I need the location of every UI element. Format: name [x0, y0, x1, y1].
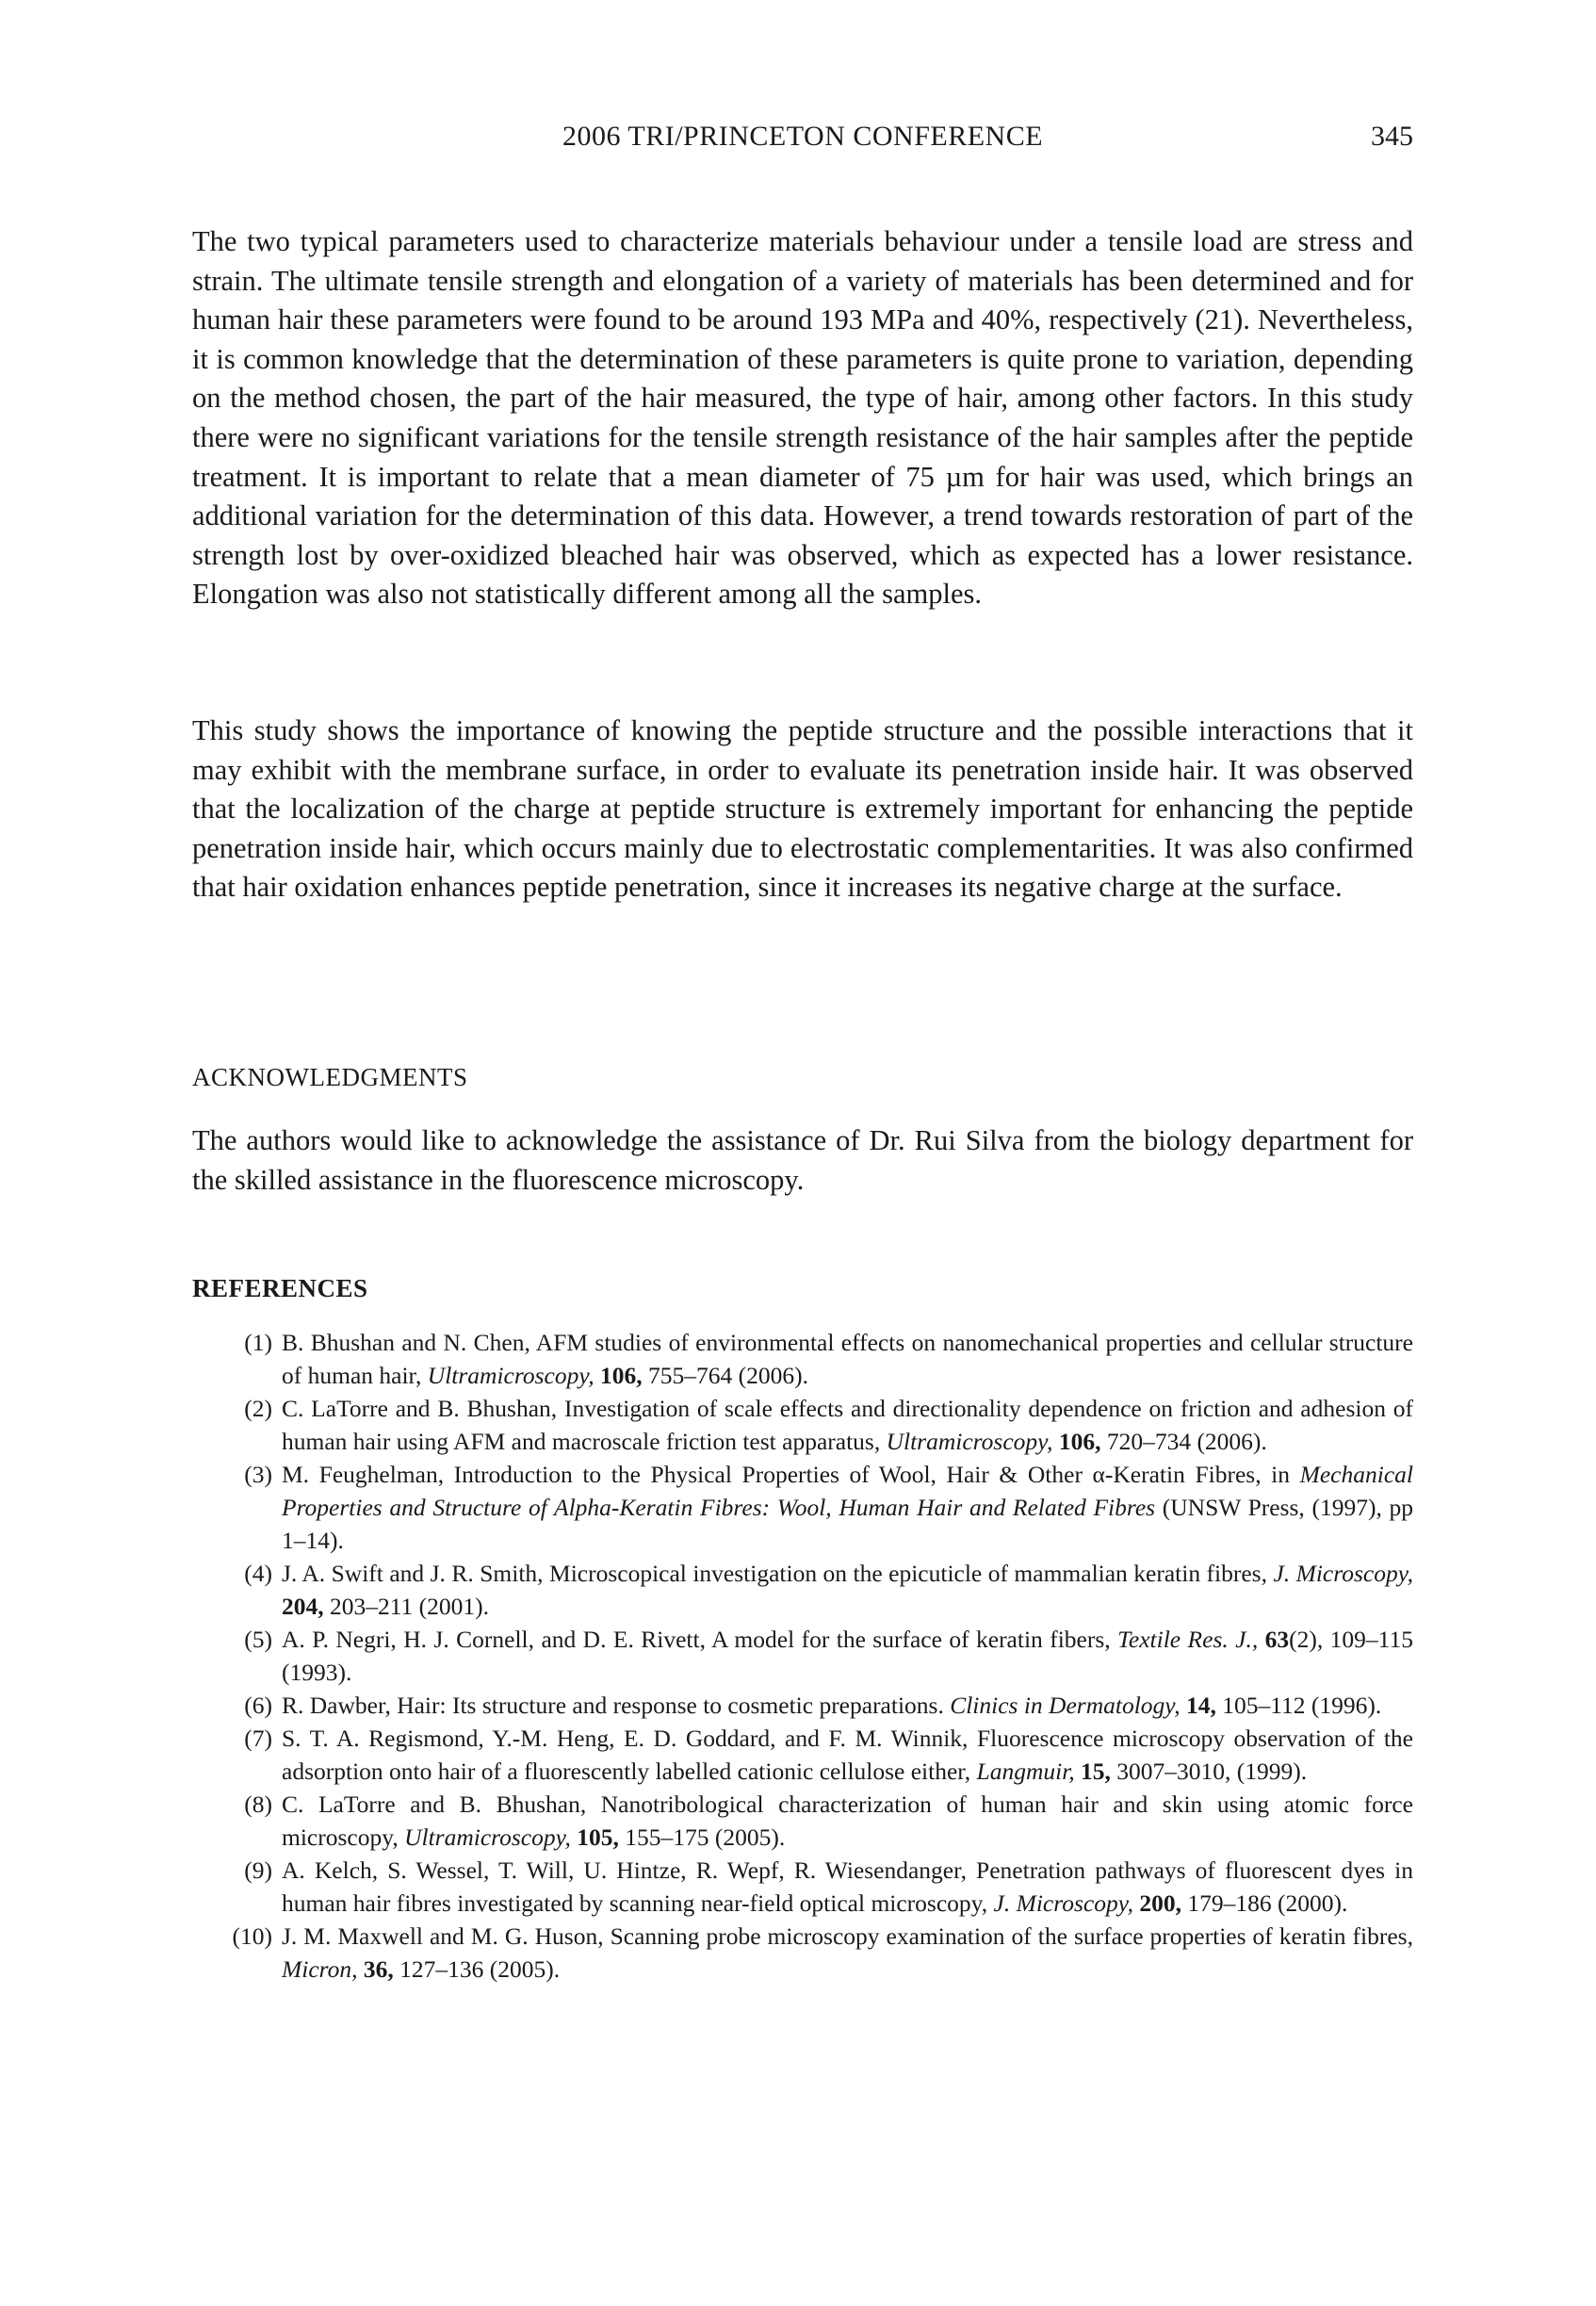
reference-text: M. Feughelman, Introduction to the Physical Properties of Wool, Hair & Other α-Keratin Fibres, in [282, 1461, 1300, 1488]
reference-volume: 105, [577, 1824, 619, 1851]
reference-text: C. LaTorre and B. Bhushan, Investigation of scale effects and directionality dependence on friction and adhesion of human hair using AFM and macroscale friction test apparatus, [282, 1395, 1413, 1455]
running-header [192, 121, 1413, 158]
reference-number: (3) [244, 1461, 272, 1488]
reference-number: (10) [232, 1922, 272, 1950]
reference-number: (5) [244, 1626, 272, 1653]
reference-number: (6) [244, 1692, 272, 1719]
acknowledgments-text: The authors would like to acknowledge the assistance of Dr. Rui Silva from the biology department for the skilled assistance in the fluorescence microscopy. [192, 1124, 1413, 1196]
reference-item [192, 1689, 1413, 1722]
reference-text: J. M. Maxwell and M. G. Huson, Scanning probe microscopy examination of the surface properties of keratin fibres, [282, 1922, 1413, 1950]
reference-number: (8) [244, 1791, 272, 1818]
reference-volume: 200, [1139, 1889, 1181, 1917]
reference-item [192, 1557, 1413, 1623]
reference-volume: 204, [282, 1593, 324, 1620]
reference-text: (UNSW Press, (1997), pp 1–14). [282, 1494, 1413, 1554]
reference-volume: 106, [1058, 1428, 1101, 1455]
reference-journal: J. Microscopy, [1273, 1560, 1413, 1587]
reference-number: (2) [244, 1395, 272, 1422]
reference-text: 3007–3010, (1999). [1110, 1758, 1308, 1785]
reference-text: 755–764 (2006). [642, 1362, 808, 1389]
reference-text: R. Dawber, Hair: Its structure and response to cosmetic preparations. [282, 1692, 951, 1719]
running-title: 2006 TRI/PRINCETON CONFERENCE [562, 121, 1044, 152]
body-paragraph: This study shows the importance of knowing the peptide structure and the possible interactions that it may exhibit with the membrane surface, in order to evaluate its penetration inside hair. It was observed that the localization of the charge at peptide structure is extremely important for enhancing the peptide penetration inside hair, which occurs mainly due to electrostatic complementarities. It was also confirmed that hair oxidation enhances peptide penetration, since it increases its negative charge at the surface. [192, 714, 1413, 904]
reference-item [192, 1788, 1413, 1854]
page-number: 345 [1371, 121, 1413, 152]
reference-item [192, 1458, 1413, 1557]
reference-journal: Ultramicroscopy, [886, 1428, 1053, 1455]
reference-number: (9) [244, 1856, 272, 1884]
reference-journal: Ultramicroscopy, [427, 1362, 594, 1389]
reference-text: J. A. Swift and J. R. Smith, Microscopical investigation on the epicuticle of mammalian keratin fibres, [282, 1560, 1274, 1587]
body-paragraph: The two typical parameters used to characterize materials behaviour under a tensile load are stress and strain. The ultimate tensile strength and elongation of a variety of materials has been determined and for human hair these parameters were found to be around 193 MPa and 40%, respectively (21). Nevertheless, it is common knowledge that the determination of these parameters is quite prone to variation, depending on the method chosen, the part of the hair measured, the type of hair, among other factors. In this study there were no significant variations for the tensile strength resistance of the hair samples after the peptide treatment. It is important to relate that a mean diameter of 75 µm for hair was used, which brings an additional variation for the determination of this data. However, a trend towards restoration of part of the strength lost by over-oxidized bleached hair was observed, which as expected has a lower resistance. Elongation was also not statistically different among all the samples. [192, 225, 1413, 611]
reference-item [192, 1392, 1413, 1458]
reference-text: (2), 109–115 (1993). [282, 1626, 1413, 1686]
reference-journal: Micron, [282, 1955, 358, 1983]
reference-journal: Langmuir, [976, 1758, 1075, 1785]
reference-journal: J. Microscopy, [993, 1889, 1133, 1917]
reference-text: 105–112 (1996). [1215, 1692, 1382, 1719]
reference-item [192, 1854, 1413, 1920]
reference-text: C. LaTorre and B. Bhushan, Nanotribological characterization of human hair and skin using atomic force microscopy, [282, 1791, 1413, 1851]
reference-text: A. Kelch, S. Wessel, T. Will, U. Hintze, R. Wepf, R. Wiesendanger, Penetration pathways of fluorescent dyes in human hair fibres investigated by scanning near-field optical microscopy, [282, 1856, 1413, 1917]
reference-text: 127–136 (2005). [393, 1955, 561, 1983]
reference-volume: 14, [1185, 1692, 1216, 1719]
reference-item [192, 1722, 1413, 1788]
reference-text [1258, 1626, 1264, 1653]
reference-volume: 36, [363, 1955, 394, 1983]
reference-number: (1) [244, 1329, 272, 1356]
reference-text: B. Bhushan and N. Chen, AFM studies of environmental effects on nanomechanical properties and cellular structure of human hair, [282, 1329, 1413, 1389]
reference-text: A. P. Negri, H. J. Cornell, and D. E. Rivett, A model for the surface of keratin fibers, [282, 1626, 1118, 1653]
reference-number: (4) [244, 1560, 272, 1587]
reference-list [192, 1326, 1413, 1986]
reference-volume: 63 [1264, 1626, 1290, 1653]
reference-volume: 15, [1081, 1758, 1111, 1785]
reference-volume: 106, [600, 1362, 643, 1389]
reference-text: 179–186 (2000). [1181, 1889, 1348, 1917]
reference-number: (7) [244, 1725, 272, 1752]
references-heading: REFERENCES [192, 1274, 368, 1302]
reference-item [192, 1326, 1413, 1392]
reference-journal: Textile Res. J., [1117, 1626, 1259, 1653]
reference-text: S. T. A. Regismond, Y.-M. Heng, E. D. Goddard, and F. M. Winnik, Fluorescence microscopy observation of the adsorption onto hair of a fluorescently labelled cationic cellulose either, [282, 1725, 1413, 1785]
reference-text: 720–734 (2006). [1100, 1428, 1267, 1455]
reference-item [192, 1623, 1413, 1689]
reference-text: 155–175 (2005). [618, 1824, 786, 1851]
reference-journal: Mechanical Properties and Structure of Alpha-Keratin Fibres: Wool, Human Hair and Related Fibres [282, 1461, 1413, 1521]
reference-item [192, 1920, 1413, 1986]
reference-text: 203–211 (2001). [323, 1593, 490, 1620]
acknowledgments-heading: ACKNOWLEDGMENTS [192, 1063, 468, 1091]
reference-journal: Ultramicroscopy, [404, 1824, 571, 1851]
reference-journal: Clinics in Dermatology, [950, 1692, 1181, 1719]
